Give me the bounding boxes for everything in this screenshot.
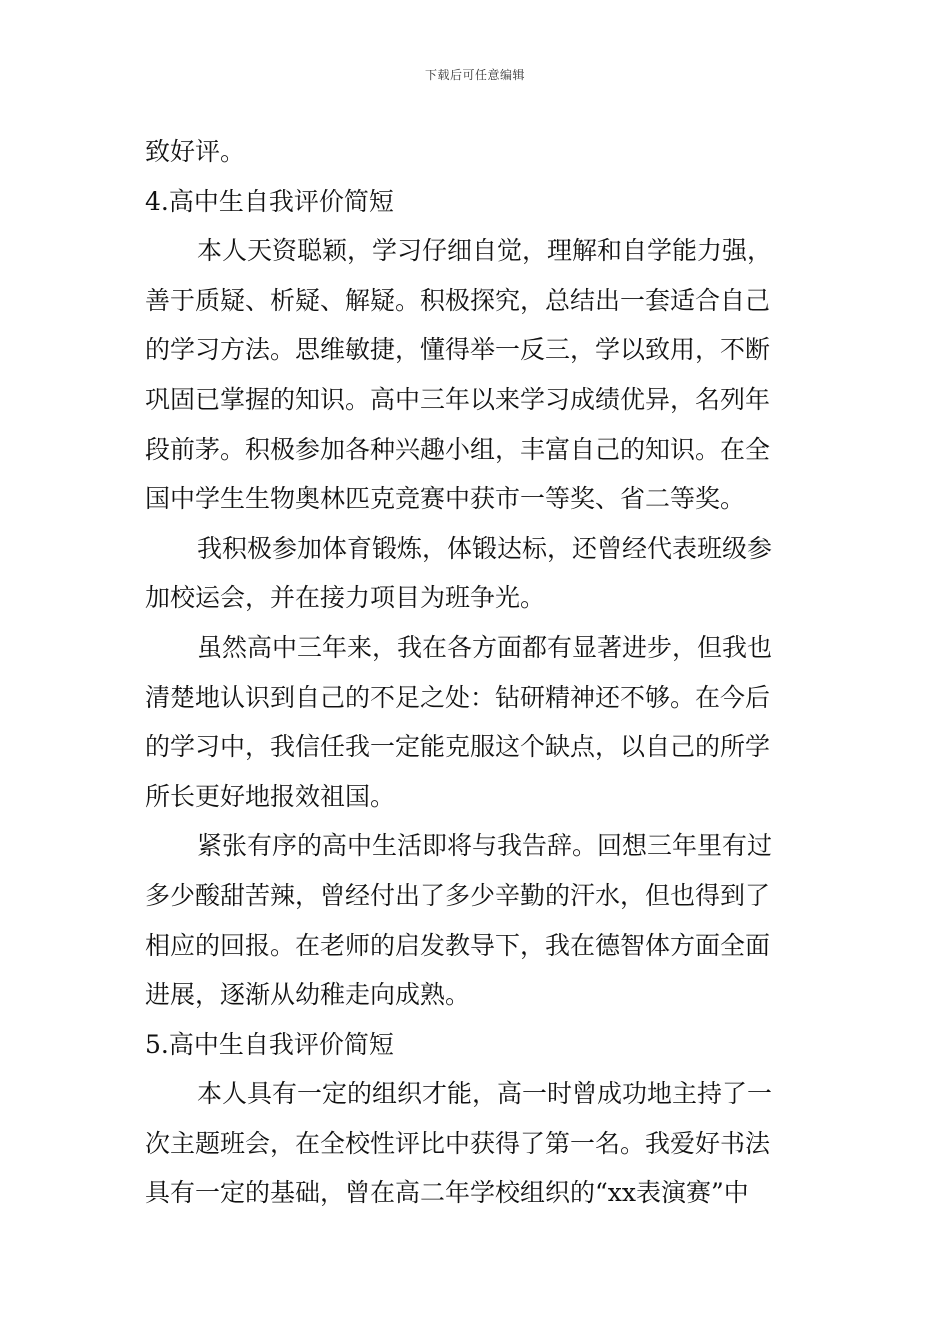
page-header-note: 下载后可任意编辑	[424, 68, 525, 82]
text-line: 次主题班会，在全校性评比中获得了第一名。我爱好书法	[145, 1128, 771, 1158]
text-line: 进展，逐渐从幼稚走向成熟。	[145, 980, 471, 1010]
text-line: 段前茅。积极参加各种兴趣小组，丰富自己的知识。在全	[145, 434, 771, 464]
text-line: 相应的回报。在老师的启发教导下，我在德智体方面全面	[145, 930, 771, 960]
text-line: 清楚地认识到自己的不足之处：钻研精神还不够。在今后	[145, 682, 771, 712]
text-line: 紧张有序的高中生活即将与我告辞。回想三年里有过	[197, 831, 773, 861]
text-line: 国中学生生物奥林匹克竞赛中获市一等奖、省二等奖。	[145, 484, 746, 514]
text-line: 巩固已掌握的知识。高中三年以来学习成绩优异，名列年	[145, 384, 771, 414]
text-line: 虽然高中三年来，我在各方面都有显著进步，但我也	[197, 632, 773, 662]
text-line: 致好评。	[145, 137, 246, 166]
document-body	[145, 127, 809, 1218]
text-line: 5.高中生自我评价简短	[145, 1029, 394, 1059]
text-line: 的学习方法。思维敏捷，懂得举一反三，学以致用，不断	[145, 335, 771, 365]
text-line: 的学习中，我信任我一定能克服这个缺点，以自己的所学	[145, 732, 771, 762]
text-line: 善于质疑、析疑、解疑。积极探究，总结出一套适合自己	[145, 285, 771, 315]
text-line: 我积极参加体育锻炼，体锻达标，还曾经代表班级参	[197, 533, 773, 563]
text-line: 本人天资聪颖，学习仔细自觉，理解和自学能力强，	[197, 236, 773, 266]
text-line: 本人具有一定的组织才能，高一时曾成功地主持了一	[197, 1079, 773, 1109]
text-line: 多少酸甜苦辣，曾经付出了多少辛勤的汗水，但也得到了	[145, 880, 771, 910]
text-line: 所长更好地报效祖国。	[145, 781, 396, 811]
text-line: 4.高中生自我评价简短	[145, 186, 394, 216]
text-line: 加校运会，并在接力项目为班争光。	[145, 583, 546, 613]
text-line: 具有一定的基础，曾在高二年学校组织的“xx表演赛”中	[145, 1178, 749, 1208]
